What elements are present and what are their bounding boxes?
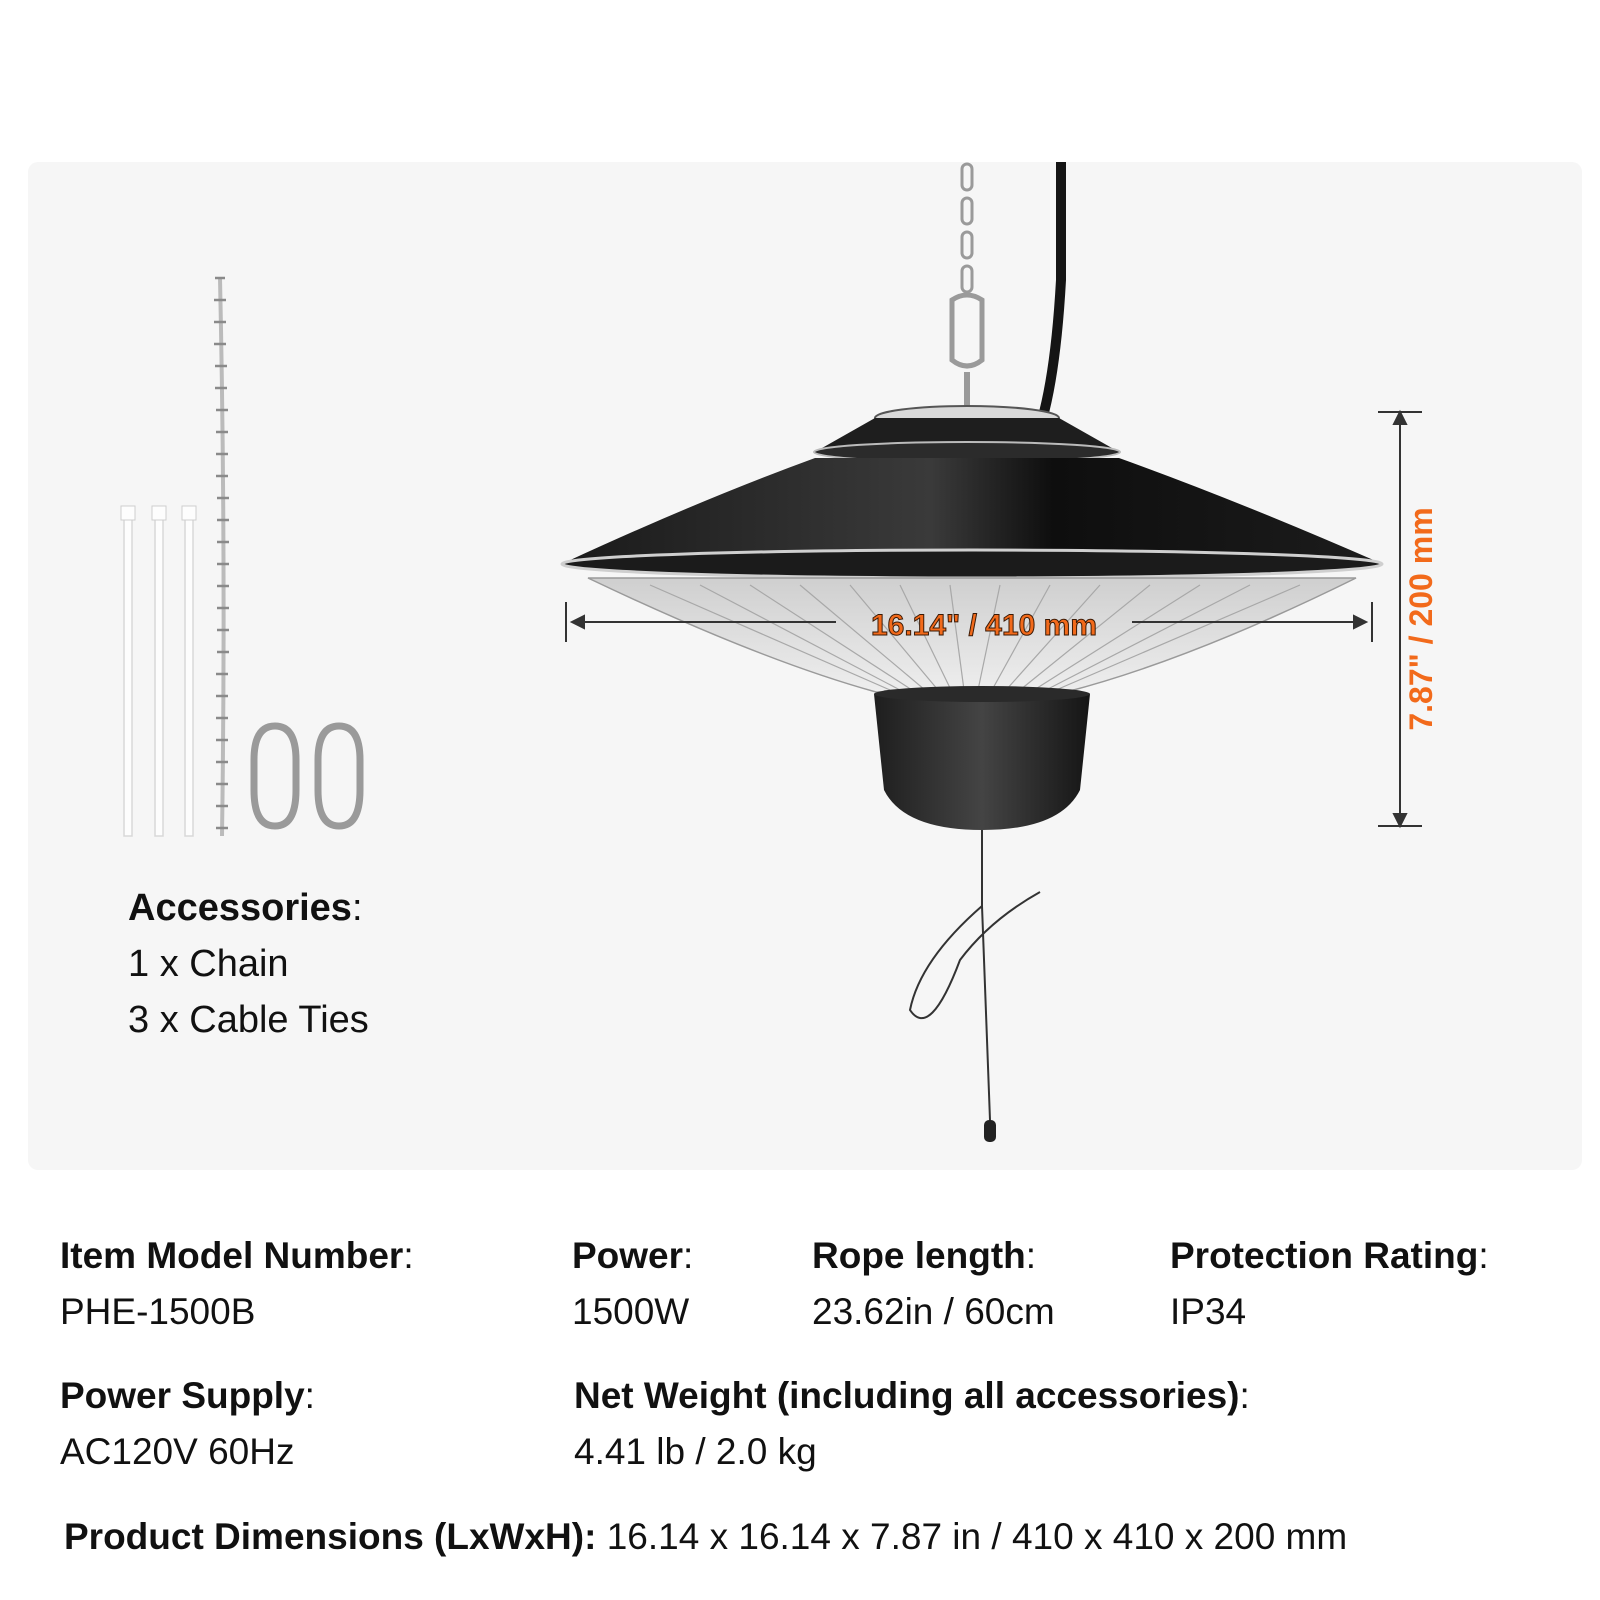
power-cable xyxy=(1042,162,1061,420)
spec-product-dimensions: Product Dimensions (LxWxH): 16.14 x 16.14 x 7.87 in / 410 x 410 x 200 mm xyxy=(64,1516,1348,1557)
spec-rope-length: Rope length: 23.62in / 60cm xyxy=(812,1235,1055,1332)
spec-power: Power: 1500W xyxy=(572,1235,694,1332)
spec-model: Item Model Number: PHE-1500B xyxy=(60,1235,414,1332)
cable-ties-icon xyxy=(121,506,196,836)
accessory-item-cable-ties: 3 x Cable Ties xyxy=(128,999,369,1041)
spec-protection-rating: Protection Rating: IP34 xyxy=(1170,1235,1489,1332)
accessories-title: Accessories: xyxy=(128,887,363,929)
spec-power-supply: Power Supply: AC120V 60Hz xyxy=(60,1375,315,1472)
heater-body xyxy=(562,406,1382,1142)
chain-icon xyxy=(214,278,229,836)
height-dimension-label: 7.87" / 200 mm xyxy=(1403,507,1439,731)
width-dimension-label: 16.14" / 410 mm xyxy=(870,609,1098,642)
accessories-block xyxy=(128,880,369,1048)
hanging-chain-icon xyxy=(952,164,982,420)
carabiner-icon xyxy=(254,726,360,826)
accessory-item-chain: 1 x Chain xyxy=(128,943,289,985)
spec-net-weight: Net Weight (including all accessories): 4.41 lb / 2.0 kg xyxy=(574,1375,1250,1472)
